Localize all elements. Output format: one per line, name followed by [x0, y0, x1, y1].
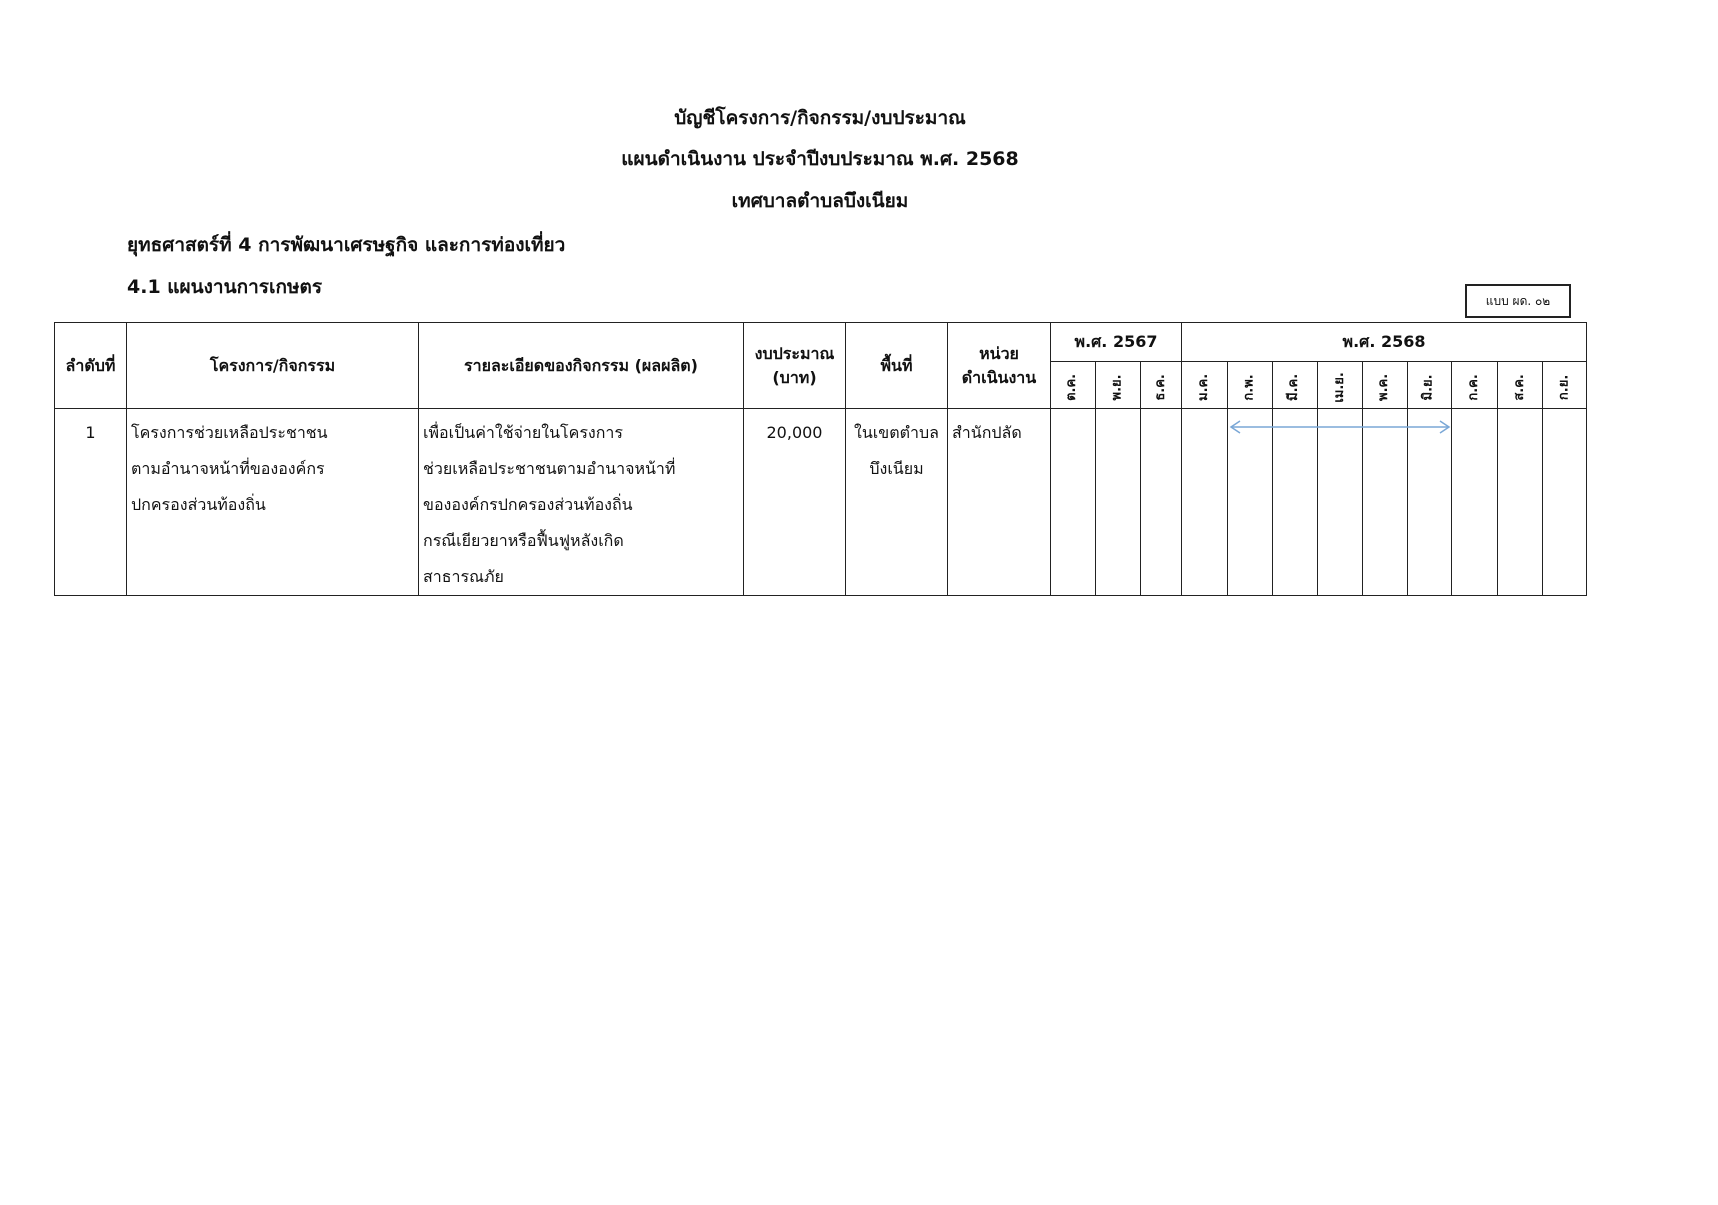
month-header: [1498, 362, 1543, 409]
month-label: พ.ค.: [1376, 373, 1392, 402]
month-label: พ.ย.: [1109, 374, 1125, 401]
organization-name: เทศบาลตำบลบึงเนียม: [731, 190, 909, 212]
row-project: โครงการช่วยเหลือประชาชน ตามอำนาจหน้าที่ขององค์กร ปกครองส่วนท้องถิ่น: [131, 423, 328, 514]
row-seq: 1: [85, 423, 96, 442]
header-year-2568-label: พ.ศ. 2568: [1342, 332, 1426, 352]
header-budget: [744, 323, 846, 409]
month-label: ก.ค.: [1466, 374, 1482, 401]
month-label: มี.ค.: [1286, 373, 1302, 402]
month-label: ม.ค.: [1196, 373, 1212, 402]
header-detail-label: รายละเอียดของกิจกรรม (ผลผลิต): [464, 355, 698, 375]
plan-heading: 4.1 แผนงานการเกษตร: [127, 276, 323, 298]
header-year-2568: [1182, 323, 1587, 362]
header-project-label: โครงการ/กิจกรรม: [209, 355, 336, 375]
form-code-box: [1465, 284, 1571, 318]
month-cell: [1182, 409, 1228, 596]
table-row: [55, 409, 1587, 596]
month-cell: [1051, 409, 1096, 596]
month-header: [1182, 362, 1228, 409]
month-header: [1096, 362, 1141, 409]
month-header: [1363, 362, 1408, 409]
header-budget-label: งบประมาณ: [754, 344, 835, 364]
header-seq: [55, 323, 127, 409]
month-header: [1051, 362, 1096, 409]
month-header: [1452, 362, 1498, 409]
row-detail: เพื่อเป็นค่าใช้จ่ายในโครงการ ช่วยเหลือประชาชนตามอำนาจหน้าที่ ขององค์กรปกครองส่วนท้องถิ่น กรณีเยียวยาหรือฟื้นฟูหลังเกิด สาธารณภัย: [423, 423, 676, 586]
row-budget-cell: [744, 409, 846, 596]
header-seq-label: ลำดับที่: [65, 355, 116, 375]
header-area: [846, 323, 948, 409]
month-header: [1318, 362, 1363, 409]
month-label: ต.ค.: [1064, 373, 1080, 402]
header-unit: [948, 323, 1051, 409]
month-label: ก.ย.: [1556, 374, 1572, 401]
month-label: ก.พ.: [1241, 374, 1257, 401]
month-header: [1408, 362, 1452, 409]
month-cell: [1096, 409, 1141, 596]
header-budget-unit: (บาท): [772, 367, 817, 387]
document-title: บัญชีโครงการ/กิจกรรม/งบประมาณ: [674, 107, 966, 129]
row-unit-cell: [948, 409, 1051, 596]
month-cell: [1141, 409, 1182, 596]
row-project-cell: [127, 409, 419, 596]
month-cell: [1228, 409, 1273, 596]
month-cell: [1498, 409, 1543, 596]
timeline-arrow: [1228, 409, 1452, 439]
project-plan-table: [54, 322, 1587, 596]
row-seq-cell: [55, 409, 127, 596]
header-year-2567: [1051, 323, 1182, 362]
month-header: [1273, 362, 1318, 409]
header-unit-label-2: ดำเนินงาน: [961, 367, 1037, 387]
header-project: [127, 323, 419, 409]
month-cell: [1452, 409, 1498, 596]
header-area-label: พื้นที่: [880, 355, 913, 375]
month-label: มิ.ย.: [1421, 374, 1437, 401]
row-budget: 20,000: [766, 423, 823, 442]
strategy-heading: ยุทธศาสตร์ที่ 4 การพัฒนาเศรษฐกิจ และการท่องเที่ยว: [127, 234, 566, 256]
form-code-label: แบบ ผด. ๐๒: [1485, 293, 1551, 308]
row-area: ในเขตตำบล บึงเนียม: [854, 423, 939, 478]
month-label: ส.ค.: [1511, 374, 1527, 401]
month-label: ธ.ค.: [1152, 374, 1168, 401]
header-detail: [419, 323, 744, 409]
row-area-cell: [846, 409, 948, 596]
row-detail-cell: [419, 409, 744, 596]
month-header: [1141, 362, 1182, 409]
header-year-2567-label: พ.ศ. 2567: [1074, 332, 1158, 352]
month-header: [1543, 362, 1587, 409]
row-unit: สำนักปลัด: [952, 423, 1022, 442]
month-header: [1228, 362, 1273, 409]
header-unit-label-1: หน่วย: [979, 344, 1019, 364]
document-subtitle: แผนดำเนินงาน ประจำปีงบประมาณ พ.ศ. 2568: [621, 148, 1019, 170]
month-cell: [1543, 409, 1587, 596]
month-label: เม.ย.: [1331, 372, 1347, 403]
